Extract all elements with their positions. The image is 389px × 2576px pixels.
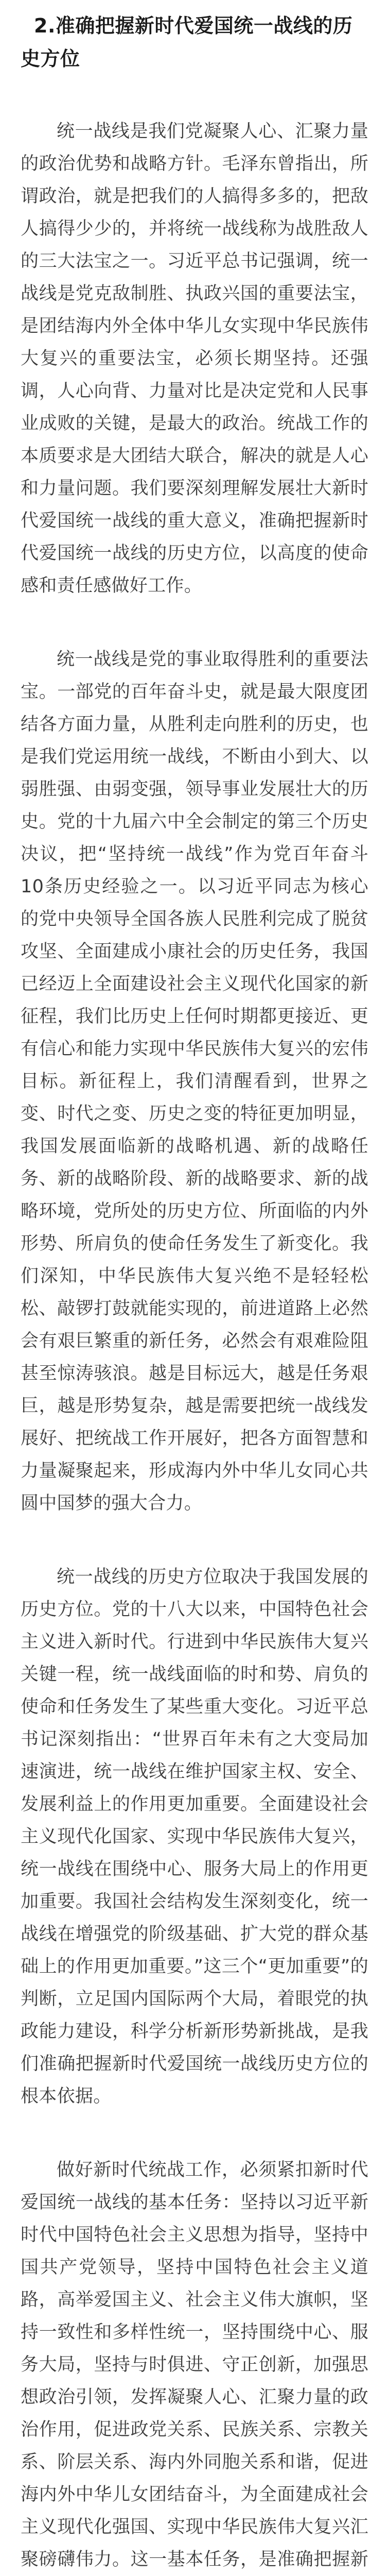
section-heading: 2.准确把握新时代爱国统一战线的历史方位: [21, 14, 353, 70]
paragraph-united-front-magic-weapon: 统一战线是我们党凝聚人心、汇聚力量的政治优势和战略方针。毛泽东曾指出，所谓政治，就是把我们的人搞得多多的，把敌人搞得少少的，并将统一战线称为战胜敌人的三大法宝之一。习近平总书记强调，统一战线是党克敌制胜、执政兴国的重要法宝，是团结海内外全体中华儿女实现中华民族伟大复兴的重要法宝，必须长期坚持。还强调，人心向背、力量对比是决定党和人民事业成败的关键，是最大的政治。统战工作的本质要求是大团结大联合，解决的就是人心和力量问题。我们要深刻理解发展壮大新时代爱国统一战线的重大意义，准确把握新时代爱国统一战线的历史方位，以高度的使命感和责任感做好工作。: [21, 121, 368, 596]
paragraph-historical-position: 统一战线的历史方位取决于我国发展的历史方位。党的十八大以来，中国特色社会主义进入新时代。行进到中华民族伟大复兴关键一程，统一战线面临的时和势、肩负的使命和任务发生了某些重大变化。习近平总书记深刻指出：“世界百年未有之大变局加速演进，统一战线在维护国家主权、安全、发展利益上的作用更加重要。全面建设社会主义现代化国家、实现中华民族伟大复兴，统一战线在围绕中心、服务大局上的作用更加重要。我国社会结构发生深刻变化，统一战线在增强党的阶级基础、扩大党的群众基础上的作用更加重要。”这三个“更加重要”的判断，立足国内国际两个大局，着眼党的执政能力建设，科学分析新形势新挑战，是我们准确把握新时代爱国统一战线历史方位的根本依据。: [21, 1567, 368, 2107]
paragraph-basic-tasks: 做好新时代统战工作，必须紧扣新时代爱国统一战线的基本任务：坚持以习近平新时代中国特色社会主义思想为指导，坚持中国共产党领导，坚持中国特色社会主义道路，高举爱国主义、社会主义伟大旗帜，坚持一致性和多样性统一，坚持围绕中心、服务大局，坚持与时俱进、守正创新，加强思想政治引领，发挥凝聚人心、汇聚力量的政治作用，促进政党关系、民族关系、宗教关系、阶层关系、海内外同胞关系和谐，促进海内外中华儿女团结奋斗，为全面建成社会主义现代化强国、实现中华民族伟大复兴汇聚磅礴伟力。这一基本任务，是准确把握新: [21, 2160, 368, 2570]
paragraph-party-victory: 统一战线是党的事业取得胜利的重要法宝。一部党的百年奋斗史，就是最大限度团结各方面力量，从胜利走向胜利的历史，也是我们党运用统一战线，不断由小到大、以弱胜强、由弱变强，领导事业发展壮大的历史。党的十九届六中全会制定的第三个历史决议，把“坚持统一战线”作为党百年奋斗10条历史经验之一。以习近平同志为核心的党中央领导全国各族人民胜利完成了脱贫攻坚、全面建成小康社会的历史任务，我国已经迈上全面建设社会主义现代化国家的新征程，我们比历史上任何时期都更接近、更有信心和能力实现中华民族伟大复兴的宏伟目标。新征程上，我们清醒看到，世界之变、时代之变、历史之变的特征更加明显，我国发展面临新的战略机遇、新的战略任务、新的战略阶段、新的战略要求、新的战略环境，党所处的历史方位、所面临的内外形势、所肩负的使命任务发生了新变化。我们深知，中华民族伟大复兴绝不是轻轻松松、敲锣打鼓就能实现的，前进道路上必然会有艰巨繁重的新任务，必然会有艰难险阻甚至惊涛骇浪。越是目标远大，越是任务艰巨，越是形势复杂，越是需要把统一战线发展好、把统战工作开展好，把各方面智慧和力量凝聚起来，形成海内外中华儿女同心共圆中国梦的强大合力。: [21, 649, 368, 1514]
